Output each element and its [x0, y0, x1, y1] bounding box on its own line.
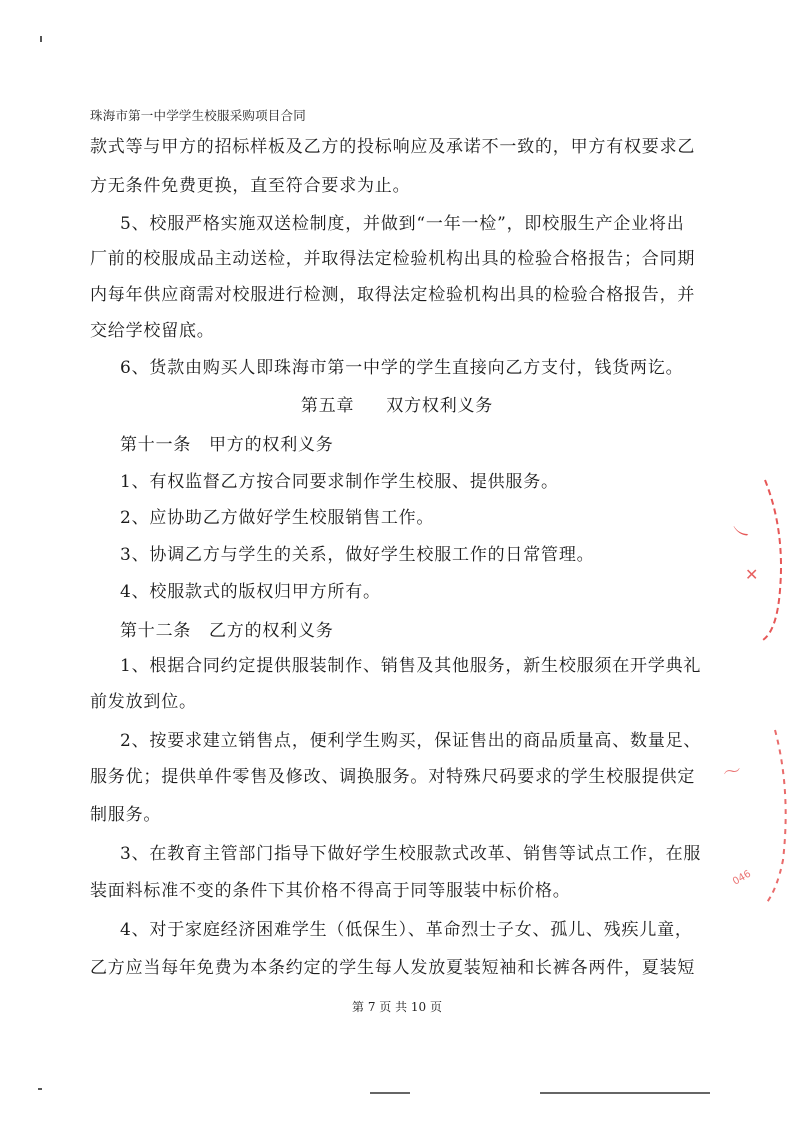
- scan-speck: [40, 36, 42, 42]
- body-line: 服务优；提供单件零售及修改、调换服务。对特殊尺码要求的学生校服提供定: [90, 767, 696, 787]
- scan-line-artifact: [540, 1092, 710, 1094]
- body-line: 内每年供应商需对校服进行检测，取得法定检验机构出具的检验合格报告，并: [90, 285, 696, 305]
- document-header: 珠海市第一中学学生校服采购项目合同: [90, 108, 306, 123]
- article-11-item-2: 2、应协助乙方做好学生校服销售工作。: [120, 508, 435, 528]
- body-line: 前发放到位。: [90, 692, 197, 712]
- clause-6-line: 6、货款由购买人即珠海市第一中学的学生直接向乙方支付，钱货两讫。: [120, 358, 684, 378]
- scan-speck: [38, 1088, 42, 1090]
- clause-5-line: 5、校服严格实施双送检制度，并做到“一年一检”，即校服生产企业将出: [120, 214, 685, 234]
- body-line: 款式等与甲方的招标样板及乙方的投标响应及承诺不一致的，甲方有权要求乙: [90, 137, 696, 157]
- article-11-heading: 第十一条 甲方的权利义务: [120, 435, 334, 455]
- chapter-title: 双方权利义务: [386, 396, 494, 416]
- scan-line-artifact: [370, 1092, 410, 1094]
- article-11-item-1: 1、有权监督乙方按合同要求制作学生校服、提供服务。: [120, 472, 559, 492]
- body-line: 乙方应当每年免费为本条约定的学生每人发放夏装短袖和长裤各两件，夏装短: [90, 958, 696, 978]
- body-line: 厂前的校服成品主动送检，并取得法定检验机构出具的检验合格报告；合同期: [90, 249, 696, 269]
- page-number: 第 7 页 共 10 页: [352, 1000, 442, 1014]
- body-line: 交给学校留底。: [90, 321, 215, 341]
- seal-stamp-partial: [705, 470, 794, 910]
- article-11-item-4: 4、校服款式的版权归甲方所有。: [120, 582, 381, 602]
- chapter-number: 第五章: [300, 396, 355, 416]
- article-12-heading: 第十二条 乙方的权利义务: [120, 621, 334, 641]
- article-12-item-2: 2、按要求建立销售点，便利学生购买，保证售出的商品质量高、数量足、: [120, 731, 702, 751]
- svg-text:㇏: ㇏: [729, 518, 754, 545]
- article-12-item-1: 1、根据合同约定提供服装制作、销售及其他服务，新生校服须在开学典礼: [120, 656, 702, 676]
- svg-text:✕: ✕: [745, 565, 759, 584]
- svg-text:046: 046: [731, 868, 754, 888]
- chapter-heading: [0, 391, 794, 416]
- article-12-item-4: 4、对于家庭经济困难学生（低保生）、革命烈士子女、孤儿、残疾儿童，: [120, 920, 693, 940]
- article-11-item-3: 3、协调乙方与学生的关系，做好学生校服工作的日常管理。: [120, 545, 595, 565]
- svg-text:〜: 〜: [720, 759, 744, 785]
- article-12-item-3: 3、在教育主管部门指导下做好学生校服款式改革、销售等试点工作，在服: [120, 844, 702, 864]
- body-line: 方无条件免费更换，直至符合要求为止。: [90, 176, 411, 196]
- body-line: 装面料标准不变的条件下其价格不得高于同等服装中标价格。: [90, 881, 571, 901]
- body-line: 制服务。: [90, 805, 162, 825]
